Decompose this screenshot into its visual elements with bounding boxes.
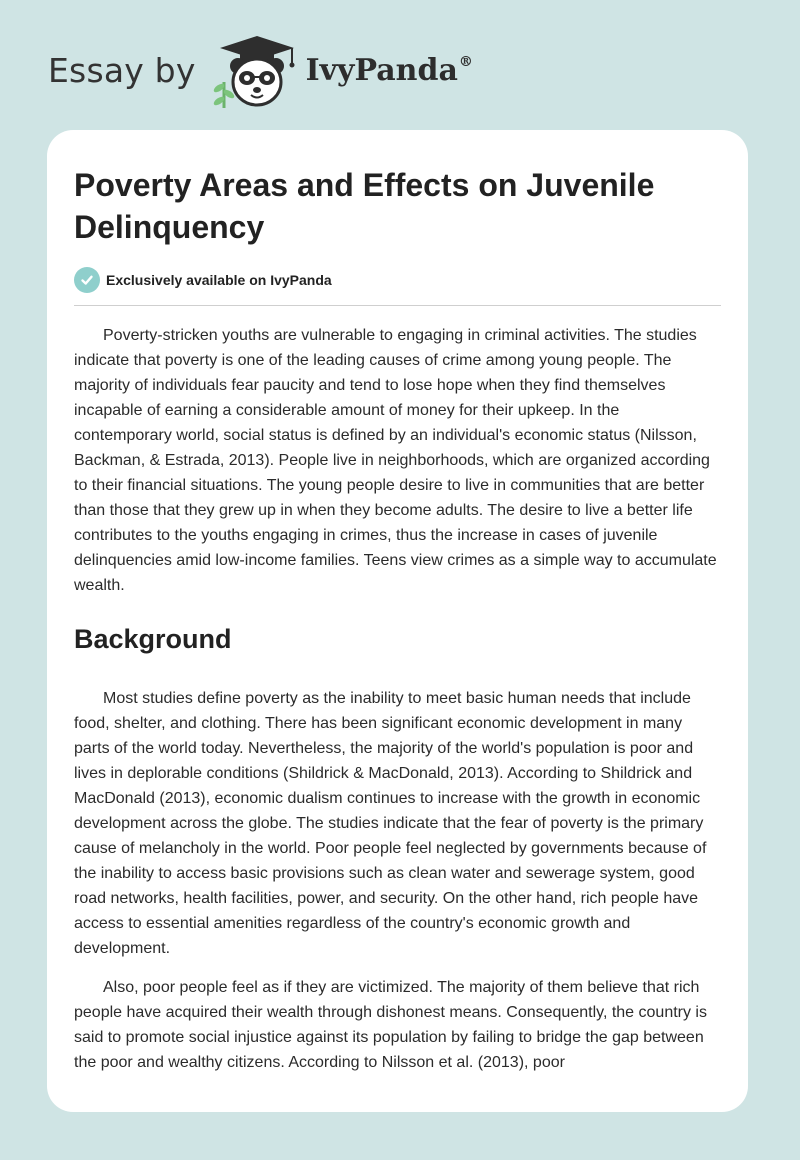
- brand-name: IvyPanda: [305, 52, 458, 88]
- exclusive-badge: [74, 267, 721, 306]
- checkmark-icon: [74, 267, 100, 293]
- essay-paragraph: Also, poor people feel as if they are victimized. The majority of them believe that rich people have acquired their wealth through dishonest means. Consequently, the country is said to promote social injustice against its population by failing to bridge the gap between the poor and wealthy citizens. According to Nilsson et al. (2013), poor: [74, 979, 707, 1071]
- site-header: [48, 30, 473, 110]
- brand-logo-text[interactable]: [306, 53, 473, 88]
- essay-paragraph: Poverty-stricken youths are vulnerable to engaging in criminal activities. The studies indicate that poverty is one of the leading causes of crime among young people. The majority of individuals fear paucity and tend to lose hope when they find themselves incapable of earning a considerable amount of money for their upkeep. In the contemporary world, social status is defined by an individual's economic status (Nilsson, Backman, & Estrada, 2013). People live in neighborhoods, which are organized according to their financial situations. The young people desire to live in communities that are better than those that they grew up in when they become adults. The desire to live a better life contributes to the youths engaging in crimes, thus the increase in cases of juvenile delinquencies amid low-income families. Teens view crimes as a simple way to accumulate wealth.: [74, 327, 717, 594]
- essay-paragraph: Most studies define poverty as the inability to meet basic human needs that include food, shelter, and clothing. There has been significant economic development in many parts of the world today. Nevertheless, the majority of the world's population is poor and lives in deplorable conditions (Shildrick & MacDonald, 2013). According to Shildrick and MacDonald (2013), economic dualism continues to increase with the growth in economic development across the globe. The studies indicate that the fear of poverty is the primary cause of melancholy in the world. Poor people feel neglected by governments because of the inability to access basic provisions such as clean water and sewerage system, good road networks, health facilities, power, and security. On the other hand, rich people have access to essential amenities regardless of the country's economic growth and development.: [74, 690, 707, 957]
- badge-text: Exclusively available on IvyPanda: [106, 272, 332, 288]
- registered-mark: ®: [458, 53, 473, 70]
- panda-graduate-icon[interactable]: [210, 30, 304, 110]
- essay-title: Poverty Areas and Effects on Juvenile Delinquency: [74, 167, 655, 245]
- essay-by-label: Essay by: [48, 50, 196, 90]
- section-heading-background: Background: [74, 624, 232, 654]
- essay-card: [47, 130, 748, 1112]
